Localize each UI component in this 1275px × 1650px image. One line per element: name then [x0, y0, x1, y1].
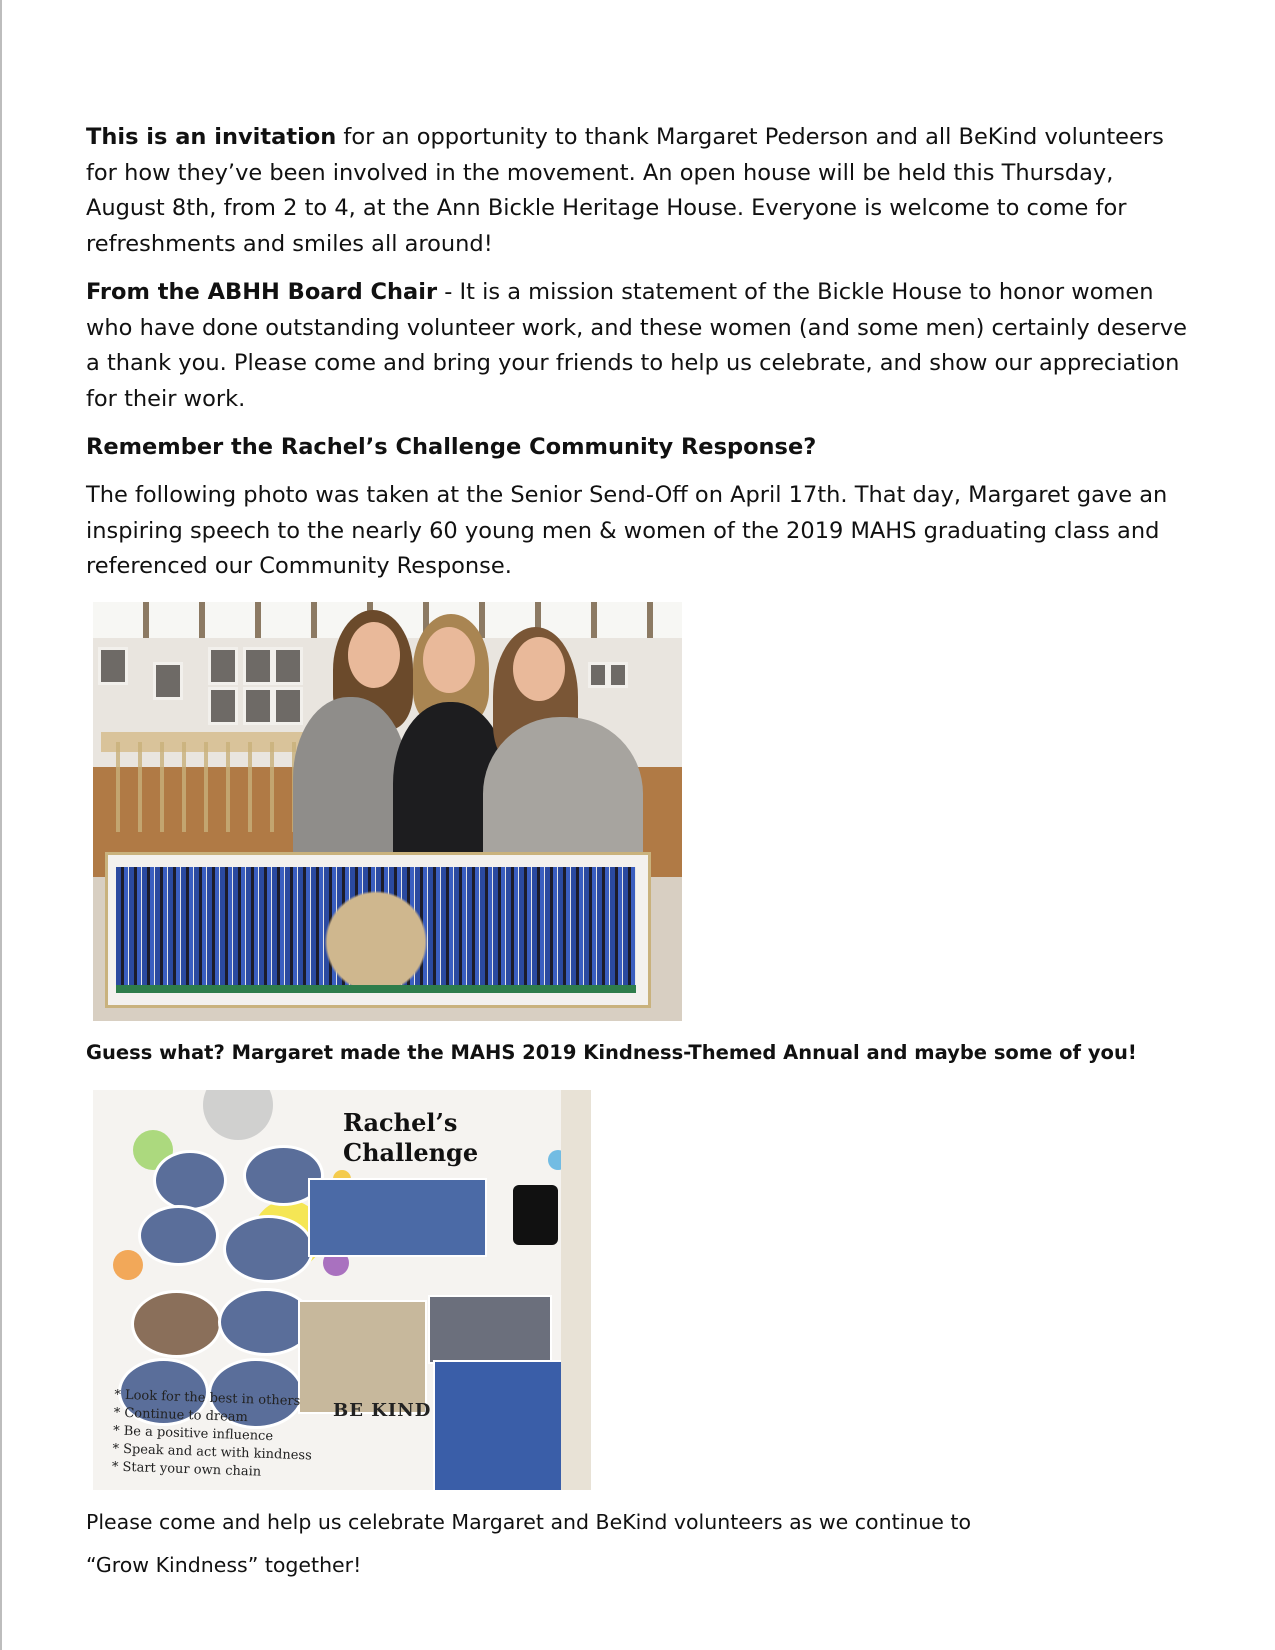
be-kind-label: BE KIND	[333, 1400, 432, 1421]
list-item: * Start your own chain	[111, 1459, 262, 1480]
closing-line-1: Please come and help us celebrate Margaret and BeKind volunteers as we continue to	[86, 1510, 972, 1534]
closing-line-2: “Grow Kindness” together!	[86, 1553, 362, 1577]
board-chair-text: - It is a mission statement of the Bickle House to honor women who have done outstanding volunteer work, and these women (and some men) certainly deserve a thank you. Please come and bring your friends to help us celebrate, and show our appreciation for their work.	[86, 279, 1187, 412]
invitation-paragraph	[86, 120, 1196, 262]
senior-send-off-photo	[93, 602, 682, 1021]
board-chair-paragraph	[86, 275, 1196, 417]
yearbook-photo	[93, 1090, 591, 1490]
invitation-lead: This is an invitation	[86, 124, 337, 150]
photo-description-paragraph: The following photo was taken at the Senior Send-Off on April 17th. That day, Margaret gave an inspiring speech to the nearly 60 young men & women of the 2019 MAHS graduating class and referenced our Community Response.	[86, 482, 1168, 579]
page-left-edge	[0, 0, 2, 1650]
rachels-challenge-heading: Remember the Rachel’s Challenge Community Response?	[86, 434, 817, 460]
invitation-text: for an opportunity to thank Margaret Pederson and all BeKind volunteers for how they’ve been involved in the movement. An open house will be held this Thursday, August 8th, from 2 to 4, at the Ann Bickle Heritage House. Everyone is welcome to come for refreshments and smiles all around!	[86, 124, 1164, 257]
list-item: * Continue to dream	[113, 1405, 249, 1426]
list-item: * Look for the best in others	[114, 1387, 301, 1410]
yearbook-title: Rachel’s Challenge	[343, 1108, 479, 1167]
yearbook-caption: Guess what? Margaret made the MAHS 2019 Kindness-Themed Annual and maybe some of you!	[86, 1041, 1137, 1064]
board-chair-lead: From the ABHH Board Chair	[86, 279, 438, 305]
list-item: * Speak and act with kindness	[112, 1441, 313, 1464]
kindness-list	[111, 1387, 313, 1484]
list-item: * Be a positive influence	[112, 1423, 274, 1445]
